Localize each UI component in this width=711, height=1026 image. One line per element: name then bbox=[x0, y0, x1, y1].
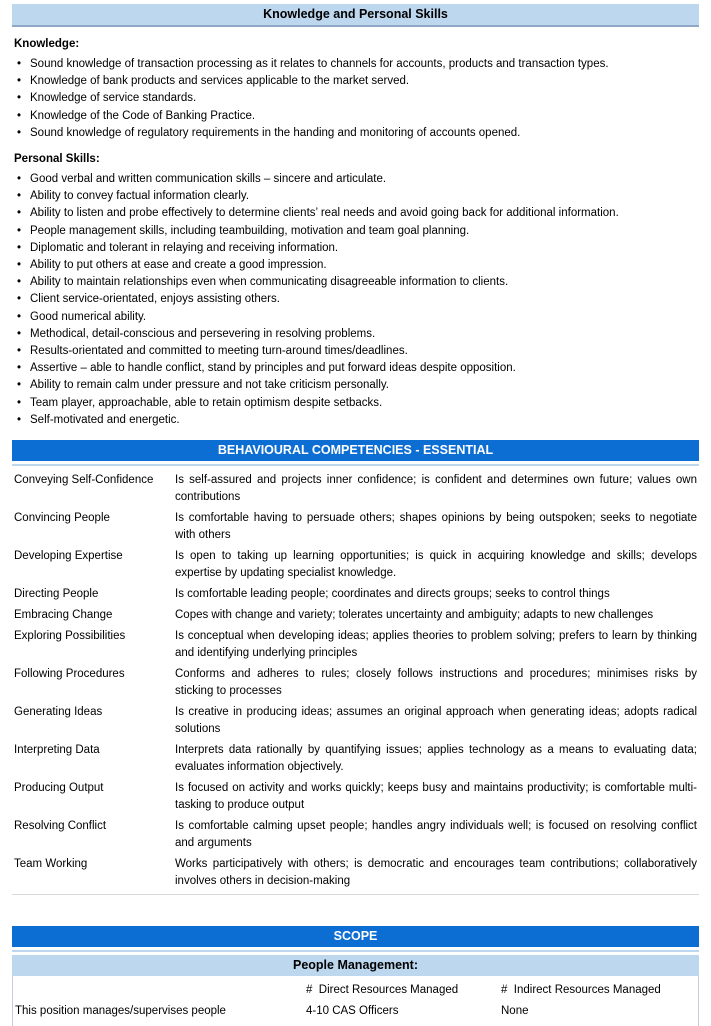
pm-direct-resources-value: 4-10 CAS Officers bbox=[306, 1005, 399, 1018]
personal-skills-bullet-item: • Ability to listen and probe effectively to determine clients’ real needs and avoid going back for additional information. bbox=[14, 205, 697, 222]
people-management-header: People Management: bbox=[12, 955, 699, 976]
personal-skills-list bbox=[14, 171, 697, 429]
competency-row bbox=[14, 780, 697, 814]
competency-term: Interpreting Data bbox=[14, 744, 100, 757]
competency-term: Producing Output bbox=[14, 782, 104, 795]
competency-term: Following Procedures bbox=[14, 668, 125, 681]
competency-term: Resolving Conflict bbox=[14, 820, 107, 833]
spacer bbox=[12, 429, 699, 440]
knowledge-list bbox=[14, 56, 697, 142]
personal-skills-heading: Personal Skills: bbox=[14, 153, 100, 166]
competency-description: Conforms and adheres to rules; closely follows instructions and procedures; minimises risks by sticking to processes bbox=[175, 668, 697, 698]
personal-skills-bullet-item: • Ability to remain calm under pressure and not take criticism personally. bbox=[14, 377, 697, 394]
people-management-data-row bbox=[13, 1004, 698, 1019]
pm-indirect-resources-value: None bbox=[501, 1005, 529, 1018]
section-header-scope: SCOPE bbox=[12, 926, 699, 947]
personal-skills-bullet-item: • Ability to maintain relationships even when communicating disagreeable information to clients. bbox=[14, 274, 697, 291]
personal-skills-bullet-item: • Methodical, detail-conscious and persevering in resolving problems. bbox=[14, 326, 697, 343]
personal-skills-bullet-item: • Good verbal and written communication skills – sincere and articulate. bbox=[14, 171, 697, 188]
personal-skills-bullet-item: • Diplomatic and tolerant in relaying and receiving information. bbox=[14, 240, 697, 257]
competency-description: Is comfortable calming upset people; handles angry individuals well; is focused on resolving conflict and arguments bbox=[175, 820, 697, 850]
competency-term: Team Working bbox=[14, 858, 88, 871]
pm-direct-resources-header: # Direct Resources Managed bbox=[306, 984, 459, 997]
competency-description: Copes with change and variety; tolerates uncertainty and ambiguity; adapts to new challenges bbox=[175, 609, 654, 622]
competency-description: Is creative in producing ideas; assumes an original approach when generating ideas; adopts radical solutions bbox=[175, 706, 697, 736]
behavioural-competencies-table bbox=[12, 472, 699, 890]
competency-term: Developing Expertise bbox=[14, 550, 123, 563]
knowledge-bullet-item: • Sound knowledge of regulatory requirements in the handing and monitoring of accounts opened. bbox=[14, 125, 697, 142]
personal-skills-bullet-item: • People management skills, including teambuilding, motivation and team goal planning. bbox=[14, 223, 697, 240]
knowledge-bullet-item: • Sound knowledge of transaction processing as it relates to channels for accounts, products and transaction types. bbox=[14, 56, 697, 73]
competency-description: Is comfortable leading people; coordinates and directs groups; seeks to control things bbox=[175, 588, 610, 601]
knowledge-bullet-item: • Knowledge of service standards. bbox=[14, 90, 697, 107]
personal-skills-bullet-item: • Results-orientated and committed to meeting turn-around times/deadlines. bbox=[14, 343, 697, 360]
people-management-header-row bbox=[13, 983, 698, 998]
competency-description: Interprets data rationally by quantifying issues; applies technology as a means to evaluating data; evaluates information objectively. bbox=[175, 744, 697, 774]
spacer bbox=[12, 895, 699, 926]
competency-description: Works participatively with others; is democratic and encourages team contributions; collaboratively involves others in decision-making bbox=[175, 858, 697, 888]
competency-row bbox=[14, 510, 697, 544]
competency-description: Is comfortable having to persuade others; shapes opinions by being outspoken; seeks to negotiate with others bbox=[175, 512, 697, 542]
divider-light-blue bbox=[12, 464, 699, 466]
competency-description: Is open to taking up learning opportunities; is quick in acquiring knowledge and skills; develops expertise by updating specialist knowledge. bbox=[175, 550, 697, 580]
competency-description: Is self-assured and projects inner confidence; is confident and determines own future; values own contributions bbox=[175, 474, 697, 504]
personal-skills-bullet-item: • Ability to convey factual information clearly. bbox=[14, 188, 697, 205]
competency-row bbox=[14, 472, 697, 506]
competency-description: Is conceptual when developing ideas; applies theories to problem solving; prefers to learn by thinking and identifying underlying principles bbox=[175, 630, 697, 660]
knowledge-heading: Knowledge: bbox=[14, 38, 80, 50]
competency-term: Exploring Possibilities bbox=[14, 630, 126, 643]
competency-row bbox=[14, 856, 697, 890]
knowledge-bullet-item: • Knowledge of bank products and services applicable to the market served. bbox=[14, 73, 697, 90]
personal-skills-bullet-item: • Self-motivated and energetic. bbox=[14, 412, 697, 429]
pm-row-label: This position manages/supervises people bbox=[15, 1005, 226, 1018]
competency-row bbox=[14, 586, 697, 603]
competency-row bbox=[14, 548, 697, 582]
section-header-knowledge-personal-skills: Knowledge and Personal Skills bbox=[12, 4, 699, 27]
competency-term: Embracing Change bbox=[14, 609, 113, 622]
competency-term: Directing People bbox=[14, 588, 99, 601]
competency-row bbox=[14, 704, 697, 738]
competency-row bbox=[14, 818, 697, 852]
personal-skills-bullet-item: • Ability to put others at ease and create a good impression. bbox=[14, 257, 697, 274]
personal-skills-bullet-item: • Assertive – able to handle conflict, stand by principles and put forward ideas despite opposition. bbox=[14, 360, 697, 377]
knowledge-bullet-item: • Knowledge of the Code of Banking Practice. bbox=[14, 108, 697, 125]
competency-row bbox=[14, 607, 697, 624]
knowledge-section bbox=[12, 36, 699, 429]
personal-skills-bullet-item: • Good numerical ability. bbox=[14, 309, 697, 326]
section-header-behavioural-competencies: BEHAVIOURAL COMPETENCIES - ESSENTIAL bbox=[12, 440, 699, 461]
personal-skills-bullet-item: • Team player, approachable, able to retain optimism despite setbacks. bbox=[14, 395, 697, 412]
competency-term: Convincing People bbox=[14, 512, 110, 525]
competency-description: Is focused on activity and works quickly; keeps busy and maintains productivity; is comfortable multi-tasking to produce output bbox=[175, 782, 697, 812]
pm-indirect-resources-header: # Indirect Resources Managed bbox=[501, 984, 661, 997]
competency-term: Conveying Self-Confidence bbox=[14, 474, 154, 487]
competency-row bbox=[14, 742, 697, 776]
competency-row bbox=[14, 666, 697, 700]
people-management-table bbox=[12, 976, 699, 1026]
competency-term: Generating Ideas bbox=[14, 706, 103, 719]
competency-row bbox=[14, 628, 697, 662]
personal-skills-bullet-item: • Client service-orientated, enjoys assisting others. bbox=[14, 291, 697, 308]
pm-empty-header-cell bbox=[13, 983, 306, 998]
